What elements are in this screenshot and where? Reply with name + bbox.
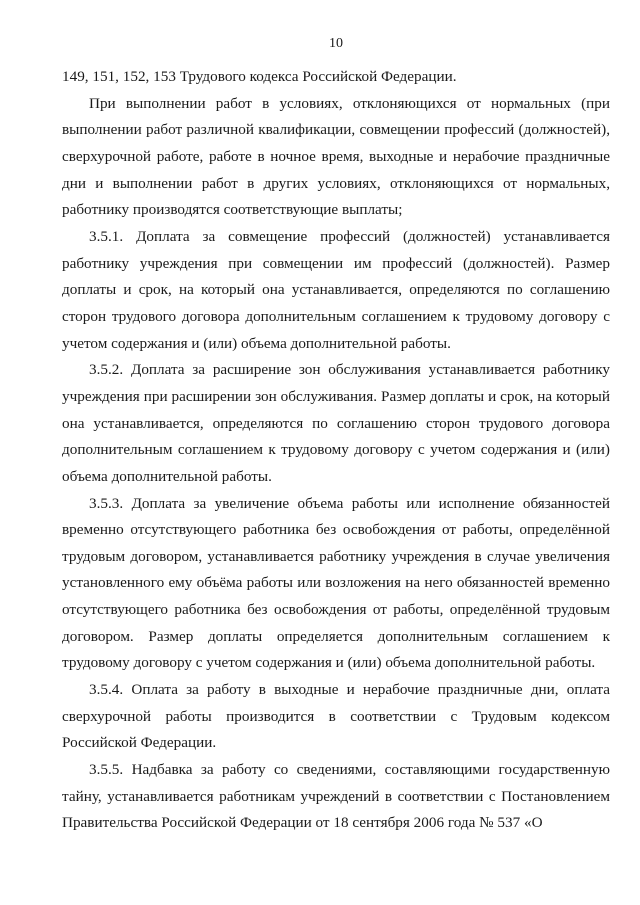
paragraph-intro-payments: При выполнении работ в условиях, отклоняющихся от нормальных (при выполнении работ различной квалификации, совмещении профессий (должностей), сверхурочной работе, работе в ночное время, выходные и нерабочие праздничные дни и выполнении работ в других условиях, отклоняющихся от нормальных, работнику производятся соответствующие выплаты; xyxy=(62,94,610,219)
paragraph-3-5-2: 3.5.2. Доплата за расширение зон обслуживания устанавливается работнику учреждения при расширении зон обслуживания. Размер доплаты и срок, на который она устанавливается, определяются по соглашению сторон трудового договора дополнительным соглашением к трудовому договору с учетом содержания и (или) объема дополнительной работы. xyxy=(62,361,610,485)
paragraph-3-5-4: 3.5.4. Оплата за работу в выходные и нерабочие праздничные дни, оплата сверхурочной работы производится в соответствии с Трудовым кодексом Российской Федерации. xyxy=(62,681,610,752)
document-body xyxy=(62,64,610,837)
page-number: 10 xyxy=(329,36,343,51)
paragraph-3-5-1: 3.5.1. Доплата за совмещение профессий (должностей) устанавливается работнику учреждения при совмещении им профессий (должностей). Размер доплаты и срок, на который она устанавливается, определяются по соглашению сторон трудового договора дополнительным соглашением к трудовому договору с учетом содержания и (или) объема дополнительной работы. xyxy=(62,227,610,352)
paragraph-3-5-5: 3.5.5. Надбавка за работу со сведениями, составляющими государственную тайну, устанавливается работникам учреждений в соответствии с Постановлением Правительства Российской Федерации от 18 сентября 2006 года № 537 «О xyxy=(62,761,610,832)
paragraph-continuation: 149, 151, 152, 153 Трудового кодекса Российской Федерации. xyxy=(62,68,457,85)
paragraph-3-5-3: 3.5.3. Доплата за увеличение объема работы или исполнение обязанностей временно отсутствующего работника без освобождения от работы, определённой трудовым договором, устанавливается работнику учреждения в случае увеличения установленного ему объёма работы или возложения на него обязанностей временно отсутствующего работника без освобождения от работы, определённой трудовым договором. Размер доплаты определяется дополнительным соглашением к трудовому договору с учетом содержания и (или) объема дополнительной работы. xyxy=(62,494,610,672)
